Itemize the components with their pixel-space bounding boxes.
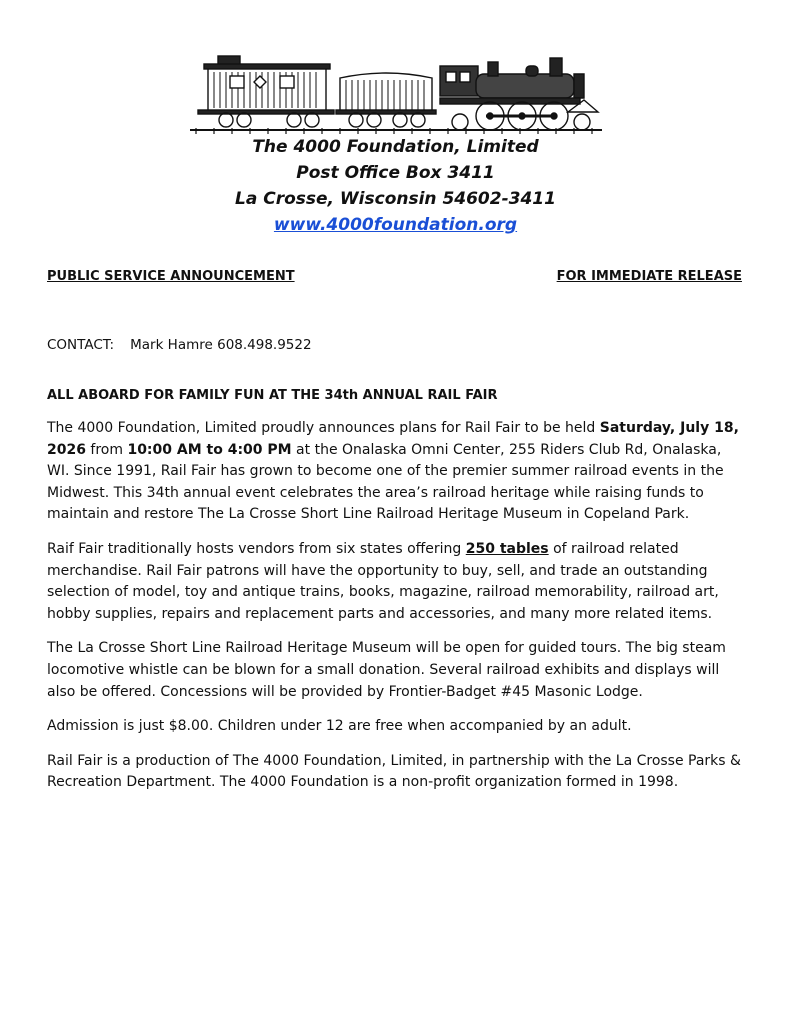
paragraph-3: The La Crosse Short Line Railroad Heritage Museum will be open for guided tours. The big steam locomotive whistle can be blown for a small donation. Several railroad exhibits and displays will also be offered. Concessions will be provided by Frontier-Badget #45 Masonic Lodge. [47,640,726,700]
p1-text-c: from [85,441,128,458]
paragraph-4: Admission is just $8.00. Children under 12 are free when accompanied by an adult. [47,718,632,735]
org-name: The 4000 Foundation, Limited [252,137,539,157]
p1-text-e: at the Onalaska Omni Center, 255 Riders Club Rd, Onalaska, WI. Since 1991, Rail Fair has grown to become one of the premier summer railroad events in the Midwest. This 34th annual event celebrates the area’s railroad heritage while raising funds to maintain and restore The La Crosse Short Line Railroad Heritage Museum in Copeland Park. [47,441,724,523]
contact-label: CONTACT: [47,337,115,353]
paragraph-2 [47,539,747,625]
event-date: Saturday, July 18, 2026 [47,420,739,458]
letterhead [0,134,791,238]
p2-text-c: of railroad related merchandise. Rail Fair patrons will have the opportunity to buy, sell, and trade an outstanding selection of model, toy and antique trains, books, magazine, railroad memorability, railroad art, hobby supplies, repairs and replacement parts and accessories, and many more related items. [47,540,719,622]
psa-label: PUBLIC SERVICE ANNOUNCEMENT [47,269,295,284]
po-box: Post Office Box 3411 [296,163,495,183]
tables-count: 250 tables [465,540,549,557]
event-time: 10:00 AM to 4:00 PM [127,441,292,458]
website-link[interactable]: www.4000foundation.org [273,215,518,235]
contact-value: Mark Hamre 608.498.9522 [130,337,312,353]
paragraph-5: Rail Fair is a production of The 4000 Foundation, Limited, in partnership with the La Crosse Parks & Recreation Department. The 4000 Foundation is a non-profit organization formed in 1998. [47,752,741,791]
contact-line [47,337,312,353]
paragraph-1 [47,418,747,526]
p2-text-a: Raif Fair traditionally hosts vendors from six states offering [47,540,466,557]
city-address: La Crosse, Wisconsin 54602-3411 [235,189,556,209]
body-text [47,418,747,807]
p1-text-a: The 4000 Foundation, Limited proudly announces plans for Rail Fair to be held [47,420,600,436]
release-label: FOR IMMEDIATE RELEASE [556,269,742,284]
headline: ALL ABOARD FOR FAMILY FUN AT THE 34th ANNUAL RAIL FAIR [47,388,498,403]
train-illustration-icon [190,44,602,136]
